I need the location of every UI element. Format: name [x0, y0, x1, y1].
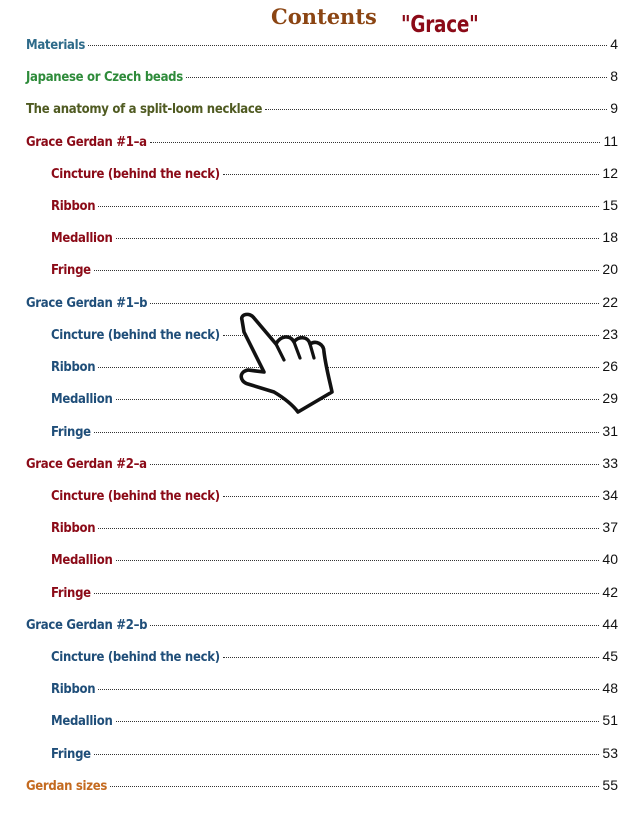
toc-entry-label: Fringe — [51, 586, 91, 601]
toc-subentry-ribbon[interactable] — [51, 519, 618, 539]
dot-leader — [150, 303, 599, 304]
toc-page-number: 53 — [602, 745, 618, 761]
toc-entry-label: Medallion — [51, 231, 113, 246]
toc-page-number: 33 — [602, 455, 618, 471]
toc-page-number: 22 — [602, 294, 618, 310]
toc-entry-gerdan-2b[interactable] — [26, 616, 618, 636]
toc-entry-label: Cincture (behind the neck) — [51, 328, 220, 343]
toc-entry-label: Fringe — [51, 425, 91, 440]
dot-leader — [116, 238, 600, 239]
dot-leader — [223, 496, 600, 497]
toc-subentry-cincture[interactable] — [51, 648, 618, 668]
toc-entry-label: Grace Gerdan #1–a — [26, 135, 147, 150]
dot-leader — [94, 754, 600, 755]
toc-entry-label: Grace Gerdan #2–b — [26, 618, 148, 633]
toc-page-number: 12 — [602, 165, 618, 181]
toc-subentry-fringe[interactable] — [51, 584, 618, 604]
dot-leader — [116, 560, 600, 561]
toc-entry-label: Ribbon — [51, 199, 96, 214]
toc-entry-beads[interactable] — [26, 68, 618, 88]
toc-page-number: 18 — [602, 229, 618, 245]
toc-page-number: 8 — [610, 68, 618, 84]
dot-leader — [98, 528, 599, 529]
toc-entry-label: Cincture (behind the neck) — [51, 489, 220, 504]
toc-subentry-fringe[interactable] — [51, 745, 618, 765]
toc-entry-gerdan-2a[interactable] — [26, 455, 618, 475]
toc-entry-gerdan-1a[interactable] — [26, 133, 618, 153]
toc-page-number: 11 — [603, 133, 618, 149]
toc-subentry-medallion[interactable] — [51, 229, 618, 249]
toc-entry-label: Materials — [26, 38, 85, 53]
dot-leader — [223, 657, 600, 658]
dot-leader — [110, 786, 599, 787]
toc-page-number: 55 — [602, 777, 618, 793]
toc-page-number: 40 — [602, 551, 618, 567]
toc-page-number: 45 — [602, 648, 618, 664]
dot-leader — [265, 109, 607, 110]
toc-page-number: 51 — [602, 712, 618, 728]
toc-entry-gerdan-1b[interactable] — [26, 294, 618, 314]
toc-entry-label: Medallion — [51, 392, 113, 407]
toc-subentry-cincture[interactable] — [51, 487, 618, 507]
toc-entry-label: Grace Gerdan #2–a — [26, 457, 147, 472]
toc-page-number: 26 — [602, 358, 618, 374]
dot-leader — [186, 77, 607, 78]
toc-entry-label: Japanese or Czech beads — [26, 70, 183, 85]
dot-leader — [98, 367, 599, 368]
dot-leader — [150, 464, 600, 465]
toc-page-number: 48 — [602, 680, 618, 696]
dot-leader — [116, 721, 600, 722]
dot-leader — [150, 625, 599, 626]
toc-entry-label: Cincture (behind the neck) — [51, 650, 220, 665]
toc-page-number: 31 — [602, 423, 618, 439]
toc-page-number: 15 — [602, 197, 618, 213]
dot-leader — [94, 270, 600, 271]
toc-entry-label: Ribbon — [51, 360, 96, 375]
dot-leader — [88, 45, 607, 46]
toc-page-number: 23 — [602, 326, 618, 342]
toc-subentry-fringe[interactable] — [51, 261, 618, 281]
toc-subentry-ribbon[interactable] — [51, 197, 618, 217]
toc-subentry-ribbon[interactable] — [51, 680, 618, 700]
toc-entry-label: Ribbon — [51, 521, 96, 536]
toc-subentry-fringe[interactable] — [51, 423, 618, 443]
dot-leader — [94, 432, 600, 433]
toc-entry-label: The anatomy of a split-loom necklace — [26, 102, 263, 117]
toc-entry-label: Fringe — [51, 747, 91, 762]
toc-page-number: 29 — [602, 390, 618, 406]
toc-page-number: 9 — [610, 100, 618, 116]
toc-page-number: 20 — [602, 261, 618, 277]
dot-leader — [150, 142, 601, 143]
dot-leader — [94, 593, 600, 594]
toc-entry-materials[interactable] — [26, 36, 618, 56]
toc-subentry-medallion[interactable] — [51, 551, 618, 571]
toc-entry-label: Gerdan sizes — [26, 779, 108, 794]
toc-page-number: 42 — [602, 584, 618, 600]
toc-entry-label: Fringe — [51, 263, 91, 278]
toc-entry-label: Cincture (behind the neck) — [51, 167, 220, 182]
toc-entry-anatomy[interactable] — [26, 100, 618, 120]
toc-subentry-cincture[interactable] — [51, 165, 618, 185]
document-subtitle: "Grace" — [401, 12, 479, 38]
toc-subentry-medallion[interactable] — [51, 712, 618, 732]
toc-entry-label: Ribbon — [51, 682, 96, 697]
dot-leader — [116, 399, 600, 400]
toc-page-number: 4 — [610, 36, 618, 52]
toc-entry-gerdan-sizes[interactable] — [26, 777, 618, 797]
toc-entry-label: Grace Gerdan #1–b — [26, 296, 148, 311]
toc-entry-label: Medallion — [51, 553, 113, 568]
toc-page-number: 37 — [602, 519, 618, 535]
toc-page-number: 44 — [602, 616, 618, 632]
toc-entry-label: Medallion — [51, 714, 113, 729]
toc-page-number: 34 — [602, 487, 618, 503]
dot-leader — [98, 206, 599, 207]
page-title: Contents — [271, 4, 377, 29]
dot-leader — [98, 689, 599, 690]
dot-leader — [223, 174, 600, 175]
pointing-hand-icon — [236, 312, 336, 416]
